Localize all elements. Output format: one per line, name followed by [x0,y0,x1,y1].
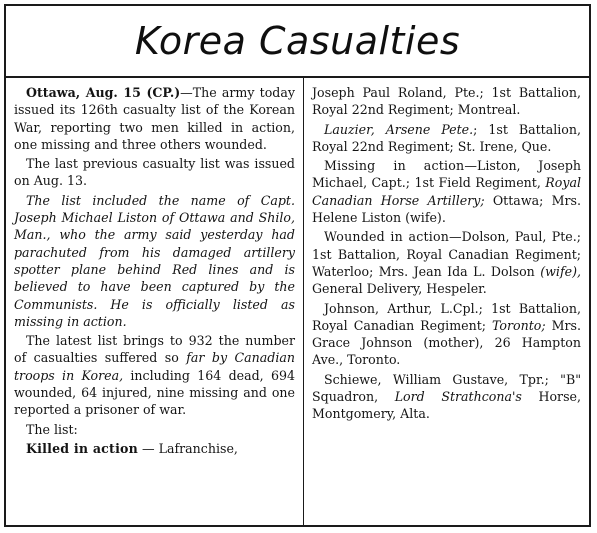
category-label: Wounded in action [324,229,450,245]
casualty-name: Lauzier, Arsene Pete. [324,121,474,137]
paragraph-text: ; 1st Battalion, Royal 22nd Regiment; St. Irene, Que. [312,121,581,154]
paragraph-liston [14,192,295,330]
paragraph-text: Johnson, Arthur, L.Cpl.; 1st Battalion, Royal Canadian Regiment; [312,300,581,333]
headline: Korea Casualties [6,6,589,78]
paragraph-killed [14,440,295,457]
dateline: Ottawa, Aug. 15 (CP.) [26,85,181,100]
article-columns [6,78,589,525]
casualty-entry [312,371,581,423]
paragraph-text: The latest list brings to 932 the number of casualties suffered so [14,333,295,366]
paragraph-previous-list: The last previous casualty list was issued on Aug. 13. [14,156,295,189]
newspaper-clipping [4,4,591,527]
paragraph-text: Ottawa; Mrs. Helene Liston (wife). [312,192,581,226]
paragraph-text: The list included the name of Capt. Joseph Michael Liston of Ottawa and Shilo, Man., who the army said yesterday had parachuted from his damaged artillery spotter plane behind Red lines and is believed to have been captured by the Communists. [14,192,295,312]
paragraph-text: General Delivery, Hespeler. [312,281,487,297]
paragraph-text: (wife), [534,263,581,279]
casualty-entry: Joseph Paul Roland, Pte.; 1st Battalion, Royal 22nd Regiment; Montreal. [312,85,581,118]
paragraph-text: far by Canadian troops in Korea, [14,350,295,383]
paragraph-text: —Dolson, Paul, Pte.; 1st Battalion, Royal Canadian Regiment; Waterloo; Mrs. Jean Ida L. Dolson [312,229,581,279]
paragraph-dateline [14,84,295,153]
casualty-entry [312,157,581,226]
casualty-entry [312,228,581,297]
paragraph-text: He is officially listed as missing in action. [14,296,295,329]
paragraph-text: Lord Strathcona's [378,389,522,405]
paragraph-list-intro: The list: [26,421,78,437]
paragraph-text: Royal Canadian Horse Artillery; [312,175,581,208]
paragraph-text: Schiewe, William Gustave, Tpr.; "B" Squadron, [312,371,581,405]
paragraph-text: including 164 dead, 694 wounded, 64 injured, nine missing and one reported a prisoner of war. [14,367,295,418]
article-column-right [304,78,589,525]
category-label: Missing in action [324,158,465,174]
paragraph-text: Toronto; [486,317,546,333]
paragraph-text: — Lafranchise, [138,440,238,456]
paragraph-text: —The army today issued its 126th casualty list of the Korean War, reporting two men killed in action, one missing and three others wounded. [14,85,295,152]
category-label: Killed in action [26,440,139,456]
paragraph-text: Mrs. Grace Johnson (mother), 26 Hampton Ave., Toronto. [312,317,582,368]
paragraph-text: —Liston, Joseph Michael, Capt.; 1st Field Regiment, [312,158,581,191]
paragraph-text: Horse, Montgomery, Alta. [312,389,581,422]
casualty-entry [312,121,581,156]
paragraph-totals [14,332,295,418]
article-column-left [6,78,304,525]
casualty-entry [312,300,581,369]
